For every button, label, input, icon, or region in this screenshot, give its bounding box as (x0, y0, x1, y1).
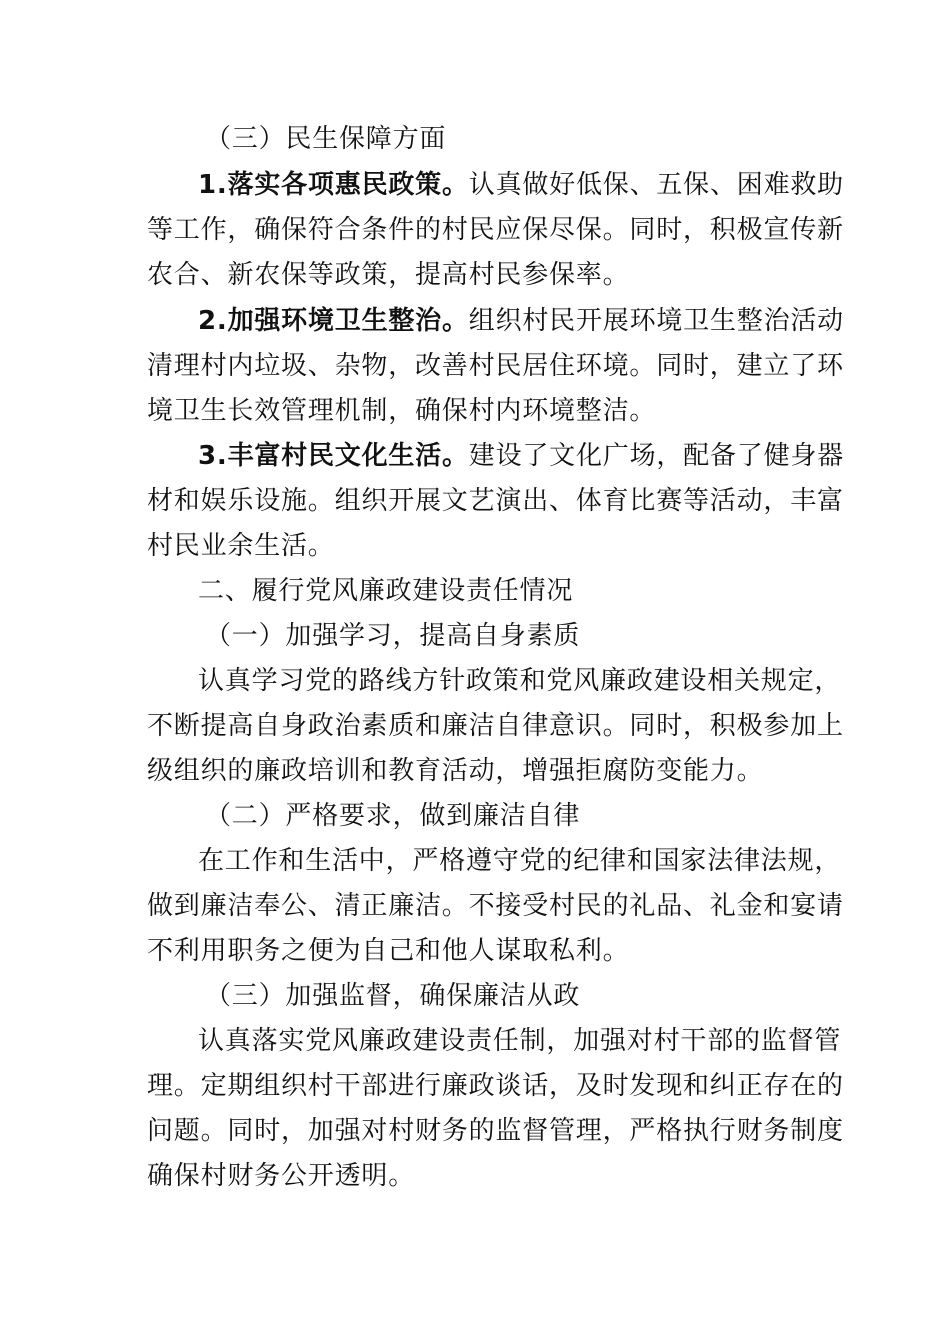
subsection-1-line: 级组织的廉政培训和教育活动，增强拒腐防变能力。 (147, 756, 764, 786)
item-3-line: 材和娱乐设施。组织开展文艺演出、体育比赛等活动，丰富 (147, 486, 844, 516)
item-2-title: 2.加强环境卫生整治。 (198, 306, 469, 336)
subsection-3-line: 确保村财务公开透明。 (147, 1161, 416, 1191)
item-1-line: 等工作，确保符合条件的村民应保尽保。同时，积极宣传新 (147, 215, 844, 245)
item-3-line: 村民业余生活。 (147, 531, 335, 561)
item-2-text: 组织村民开展环境卫生整治活动 (468, 306, 844, 336)
item-2-line: 境卫生长效管理机制，确保村内环境整洁。 (147, 396, 657, 426)
item-2-first-line (198, 306, 868, 336)
subsection-1-line: 认真学习党的路线方针政策和党风廉政建设相关规定， (198, 666, 842, 696)
subsection-3-line: 理。定期组织村干部进行廉政谈话，及时发现和纠正存在的 (147, 1071, 844, 1101)
section-two-heading: 二、履行党风廉政建设责任情况 (198, 576, 574, 606)
subsection-1-line: 不断提高自身政治素质和廉洁自律意识。同时，积极参加上 (147, 711, 844, 741)
subsection-2-line: 不利用职务之便为自己和他人谋取私利。 (147, 936, 630, 966)
subsection-2-line: 做到廉洁奉公、清正廉洁。不接受村民的礼品、礼金和宴请 (147, 891, 844, 921)
item-1-text: 认真做好低保、五保、困难救助 (468, 170, 844, 200)
subsection-3-line: 认真落实党风廉政建设责任制，加强对村干部的监督管 (198, 1026, 842, 1056)
item-1-title: 1.落实各项惠民政策。 (198, 170, 469, 200)
subsection-2-line: 在工作和生活中，严格遵守党的纪律和国家法律法规， (198, 846, 842, 876)
subsection-3-line: 问题。同时，加强对村财务的监督管理，严格执行财务制度 (147, 1116, 844, 1146)
subsection-3-heading: （三）加强监督，确保廉洁从政 (205, 981, 581, 1011)
section-heading-minsheng: （三）民生保障方面 (205, 124, 447, 154)
item-3-title: 3.丰富村民文化生活。 (198, 441, 469, 471)
item-2-line: 清理村内垃圾、杂物，改善村民居住环境。同时，建立了环 (147, 351, 844, 381)
item-3-text: 建设了文化广场，配备了健身器 (468, 441, 844, 471)
item-1-first-line (198, 170, 868, 200)
subsection-2-heading: （二）严格要求，做到廉洁自律 (205, 801, 581, 831)
item-1-line: 农合、新农保等政策，提高村民参保率。 (147, 260, 630, 290)
subsection-1-heading: （一）加强学习，提高自身素质 (205, 621, 581, 651)
item-3-first-line (198, 441, 868, 471)
